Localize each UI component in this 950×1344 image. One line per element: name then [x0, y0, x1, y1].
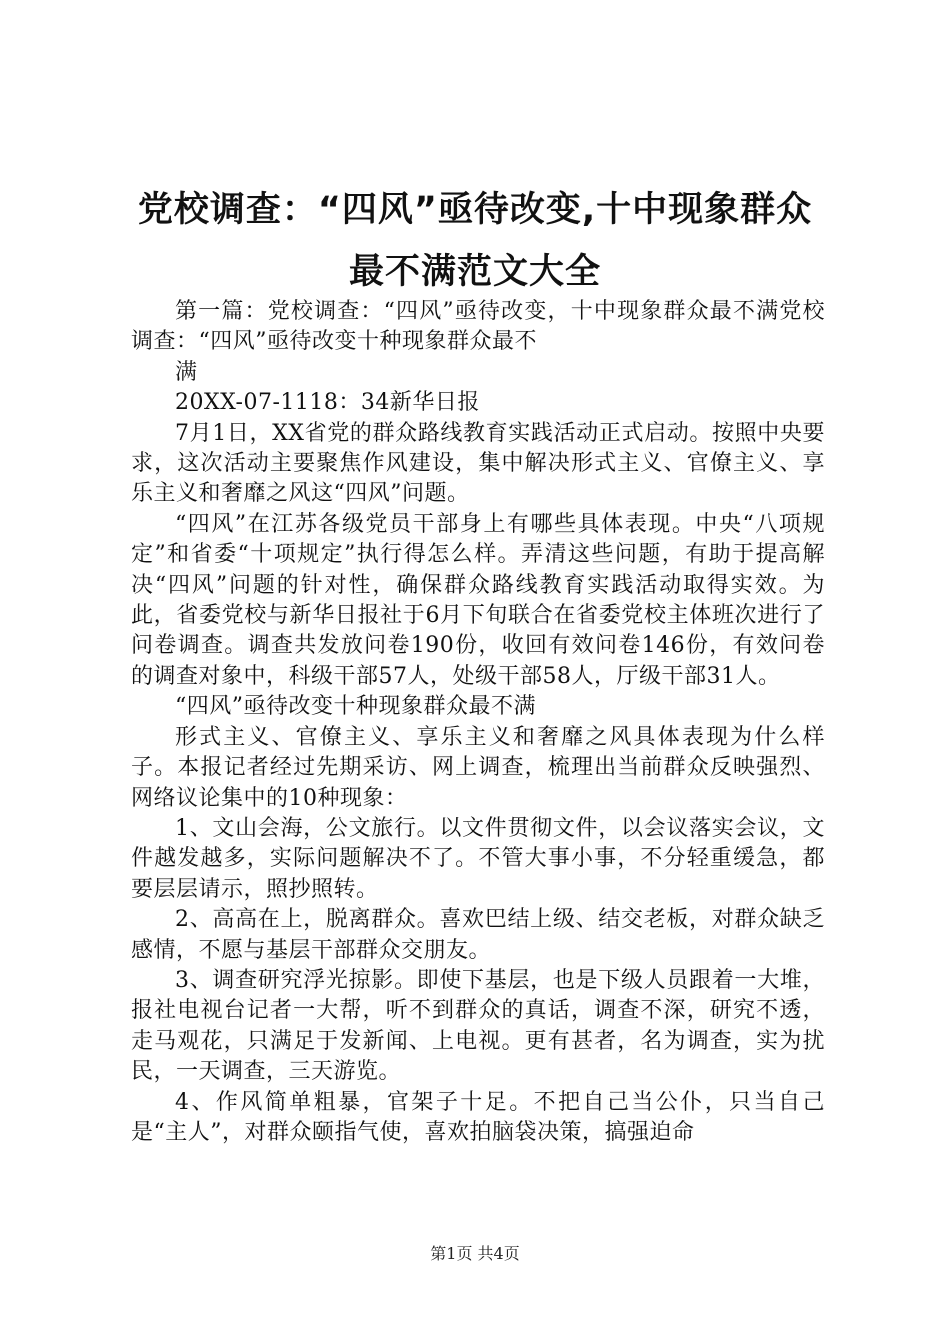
paragraph-continuation: 满	[175, 359, 198, 385]
paragraph: 形式主义、官僚主义、享乐主义和奢靡之风具体表现为什么样子。本报记者经过先期采访、网上调查，梳理出当前群众反映强烈、网络议论集中的10种现象：	[131, 724, 825, 811]
list-item: 1、文山会海，公文旅行。以文件贯彻文件，以会议落实会议，文件越发越多，实际问题解决不了。不管大事小事，不分轻重缓急，都要层层请示，照抄照转。	[131, 815, 825, 902]
document-title-line-2: 最不满范文大全	[348, 252, 601, 292]
list-item: 3、调查研究浮光掠影。即使下基层，也是下级人员跟着一大堆，报社电视台记者一大帮，听不到群众的真话，调查不深，研究不透，走马观花，只满足于发新闻、上电视。更有甚者，名为调查，实为扰民，一天调查，三天游览。	[131, 967, 825, 1085]
paragraph: 7月1日，XX省党的群众路线教育实践活动正式启动。按照中央要求，这次活动主要聚焦作风建设，集中解决形式主义、官僚主义、享乐主义和奢靡之风这“四风”问题。	[131, 420, 825, 507]
document-body	[131, 297, 825, 1148]
paragraph: “四风”在江苏各级党员干部身上有哪些具体表现。中央“八项规定”和省委“十项规定”执行得怎么样。弄清这些问题，有助于提高解决“四风”问题的针对性，确保群众路线教育实践活动取得实效。为此，省委党校与新华日报社于6月下旬联合在省委党校主体班次进行了问卷调查。调查共发放问卷190份，收回有效问卷146份，有效问卷的调查对象中，科级干部57人，处级干部58人，厅级干部31人。	[131, 511, 825, 689]
paragraph-subheading: “四风”亟待改变十种现象群众最不满	[175, 694, 536, 720]
paragraph-dateline: 20XX-07-1118：34新华日报	[175, 390, 480, 416]
list-item: 2、高高在上，脱离群众。喜欢巴结上级、结交老板，对群众缺乏感情，不愿与基层干部群众交朋友。	[131, 907, 825, 963]
paragraph-intro: 第一篇：党校调查：“四风”亟待改变，十中现象群众最不满党校调查：“四风”亟待改变十种现象群众最不	[131, 299, 825, 355]
list-item: 4、作风简单粗暴，官架子十足。不把自己当公仆，只当自己是“主人”，对群众颐指气使，喜欢拍脑袋决策，搞强迫命	[131, 1089, 825, 1145]
page-number-footer: 第1页 共4页	[430, 1244, 520, 1263]
document-title-line-1: 党校调查：“四风”亟待改变,十中现象群众	[137, 190, 813, 230]
